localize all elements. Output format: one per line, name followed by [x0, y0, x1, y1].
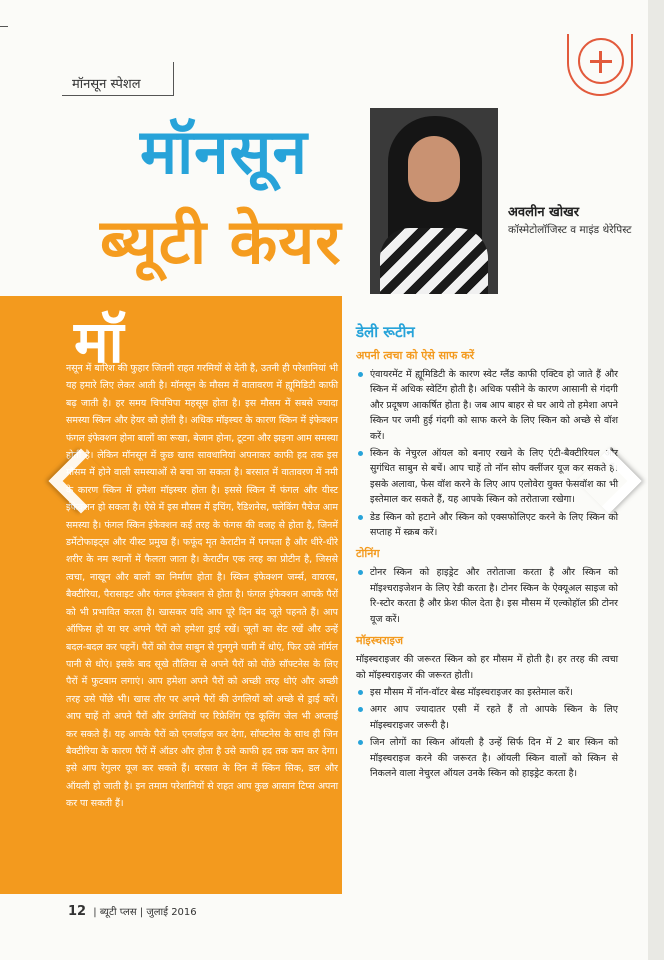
chevron-right-icon[interactable]	[586, 440, 632, 520]
author-photo	[370, 108, 498, 294]
toning-heading: टोनिंग	[356, 547, 380, 561]
list-item: डेड स्किन को हटाने और स्किन को एक्सफोलिएट करने के लिए स्किन को सप्ताह में स्क्रब करें।	[356, 510, 618, 541]
page-edge	[648, 0, 664, 960]
title-line-1: मॉनसून	[140, 115, 308, 188]
intro-dropcap: मॉ	[74, 308, 124, 376]
moisturizer-heading: मॉइस्चराइज	[356, 634, 404, 648]
author-name: अवलीन खोखर	[508, 205, 580, 220]
list-item: इस मौसम में नॉन-वॉटर बेस्ड मॉइस्चराइजर का इस्तेमाल करें।	[356, 685, 618, 700]
cleansing-list	[356, 367, 618, 540]
chevron-left-icon[interactable]	[42, 440, 88, 520]
plus-circle-icon	[578, 38, 624, 84]
cleansing-subheading: अपनी त्वचा को ऐसे साफ करें	[356, 349, 475, 362]
title-line-2: ब्यूटी केयर	[100, 205, 342, 278]
moisturizer-intro: मॉइस्चराइजर की जरूरत स्किन को हर मौसम में होती है। हर तरह की त्वचा को मॉइस्चराइजर की जरूरत होती।	[356, 654, 618, 681]
toning-list	[356, 565, 618, 627]
daily-routine-heading: डेली रूटीन	[356, 323, 415, 341]
tips-column	[356, 322, 618, 783]
page-margin-tick	[0, 26, 8, 27]
author-role: कॉस्मेटोलॉजिस्ट व माइंड थेरेपिस्ट	[508, 224, 632, 236]
list-item: अगर आप ज्यादातर एसी में रहते हैं तो आपके स्किन के लिए मॉइस्चराइजर जरूरी है।	[356, 702, 618, 733]
list-item: जिन लोगों का स्किन ऑयली है उन्हें सिर्फ दिन में 2 बार स्किन को मॉइस्चराइज करने की जरूरत है। ऑयली स्किन वालों को स्किन से निकलने वाला नेचुरल ऑयल उनके स्किन को हाइड्रेट करता है।	[356, 735, 618, 781]
list-item: स्किन के नेचुरल ऑयल को बनाए रखने के लिए एंटी-बैक्टीरियल और सुगंधित साबुन से बचें। आप चाहें तो नॉन सोप क्लींजर यूज कर सकते हैं। इसके अलावा, फेस वॉश करने के लिए आप एलोवेरा युक्त फेसवॉश का भी इस्तेमाल कर सकते हैं, यह आपके स्किन को तरोताजा रखेगा।	[356, 446, 618, 508]
page-number: 12	[68, 904, 87, 919]
moisturizer-list	[356, 685, 618, 781]
list-item: एंवायरमेंट में ह्यूमिडिटी के कारण स्वेट ग्लैंड काफी एक्टिव हो जाते हैं और स्किन में अधिक स्वेटिंग होती है। अधिक पसीने के कारण आसानी से गंदगी और प्रदूषण आकर्षित होता है। जब आप बाहर से घर आये तो हमेशा अपने स्किन पर जमी हुई गंदगी को साफ करने के लिए स्किन को अच्छे से वॉश करें।	[356, 367, 618, 444]
magazine-issue: | ब्यूटी प्लस | जुलाई 2016	[93, 907, 197, 918]
intro-text: नसून में बारिश की फुहार जितनी राहत गरमियों से देती है, उतनी ही परेशानियां भी यह हमारे लिए लेकर आती है। मॉनसून के मौसम में वातावरण में ह्यूमिडिटी काफी बढ़ जाती है। हर समय चिपचिपा महसूस होता है। इस मौसम में सबसे ज्यादा समस्या स्किन और हेयर को होती है। अधिक मॉइस्चर के कारण स्किन में इंफेक्शन फंगल इंफेक्शन होना बालों का रूखा, बेजान होना, टूटना और झड़ना आम समस्या होती है। लेकिन मॉनसून में कुछ खास सावधानियां अपनाकर काफी हद तक इस मौसम में होने वाली समस्याओं से बचा जा सकता है। बरसात में वातावरण में नमी के कारण स्किन में हमेशा मॉइस्चर होता है। इससे स्किन में फंगल और यीस्ट इंफेक्शन हो सकता है। ऐसे में इस मौसम में इचिंग, रैडिशनेस, फ्लेकिंग पैचेज आम समस्या है। फंगल स्किन इंफेक्शन कई तरह के फंगस की वजह से होता है, जिनमें डर्मेटोफाइट्स और यीस्ट प्रमुख हैं। फफूंद मृत केराटीन में पनपता है और धीरे-धीरे शरीर के नम स्थानों में फैलता जाता है। केराटीन एक तरह का प्रोटीन है, जिससे त्वचा, नाखून और बालों का निर्माण होता है। स्किन इंफेक्शन जर्म्स, वायरस, बैक्टीरिया, पैरासाइट और फंगल इंफेक्शन से होता है। फंगल इंफेक्शन आपके पैरों को भी प्रभावित करता है। खासकर यदि आप पूरे दिन बंद जूते पहनते हैं। आप ऑफिस हो या घर अपने पैरों को हमेशा ड्राई रखें। जूतों का सेट रखें और उन्हें बदल-बदल कर पहनें। पैरों को रोज साबुन से गुनगुने पानी में धोएं, फिर उसे नॉर्मल पानी से धोएं। इसके बाद सूखे तौलिया से अपने पैरों को पोंछे सॉफ्टनेस के लिए पैरों में फुटबाम लगाएं। आप हमेशा अपने पैरों को अच्छी तरह धोएं और अच्छी तरह उसे पोंछे भी। खास तौर पर अपने पैरों की उंगलियों को अच्छे से ड्राई करें। आप चाहें तो अपने पैरों और उंगलियों पर रिफ्रेशिंग एंड कूलिंग जेल भी अप्लाई कर सकते हैं। यह आपके पैरों को एनर्जाइज कर देगा, सॉफ्टनेस के साथ ही जिन बैक्टीरिया के कारण पैरों में ऑडर और होता है उसे काफी हद तक कम कर देगा। इसे आप रेगुलर यूज कर सकते हैं। बरसात के दिन में स्किन सिक, डल और ऑयली हो जाती है। इन तमाम परेशानियों से राहत आप कुछ आसान टिप्स अपना कर पा सकती हैं।	[66, 363, 338, 810]
page-footer	[68, 904, 197, 919]
plus-badge	[567, 34, 633, 96]
list-item: टोनर स्किन को हाइड्रेट और तरोताजा करता है और स्किन को मॉइश्चराइजेशन के लिए रेडी करता है। टोनर स्किन के ऐक्यूअल साइज को रि-स्टोर करता है और फ्रेश फील देता है। इस मौसम में एल्कोहॉल फ्री टोनर यूज करें।	[356, 565, 618, 627]
section-label: मॉनसून स्पेशल	[62, 62, 174, 96]
